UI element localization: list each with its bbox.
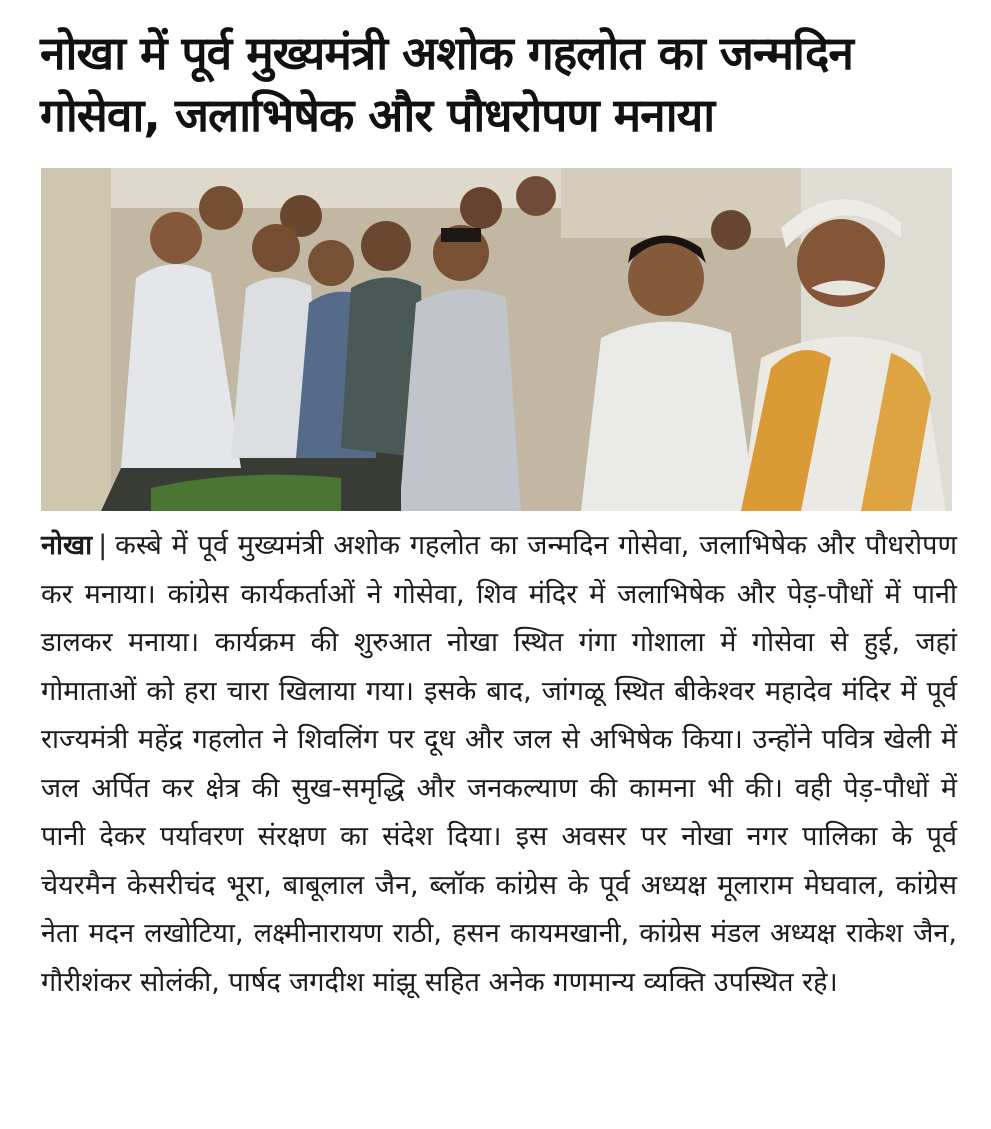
article-body	[41, 522, 957, 1007]
news-photo	[41, 168, 952, 511]
headline-line-1: नोखा में पूर्व मुख्यमंत्री अशोक गहलोत का जन्मदिन	[40, 26, 853, 80]
dateline-separator: |	[98, 530, 108, 561]
article-dateline: नोखा	[41, 530, 93, 561]
headline-line-2: गोसेवा, जलाभिषेक और पौधरोपण मनाया	[40, 88, 715, 142]
news-photo-illustration	[41, 168, 952, 511]
headline	[40, 22, 960, 146]
article-text: कस्बे में पूर्व मुख्यमंत्री अशोक गहलोत का जन्मदिन गोसेवा, जलाभिषेक और पौधरोपण कर मनाया। कांग्रेस कार्यकर्ताओं ने गोसेवा, शिव मंदिर में जलाभिषेक और पेड़-पौधों में पानी डालकर मनाया। कार्यक्रम की शुरुआत नोखा स्थित गंगा गोशाला में गोसेवा से हुई, जहां गोमाताओं को हरा चारा खिलाया गया। इसके बाद, जांगळू स्थित बीकेश्वर महादेव मंदिर में पूर्व राज्यमंत्री महेंद्र गहलोत ने शिवलिंग पर दूध और जल से अभिषेक किया। उन्होंने पवित्र खेली में जल अर्पित कर क्षेत्र की सुख-समृद्धि और जनकल्याण की कामना भी की। वही पेड़-पौधों में पानी देकर पर्यावरण संरक्षण का संदेश दिया। इस अवसर पर नोखा नगर पालिका के पूर्व चेयरमैन केसरीचंद भूरा, बाबूलाल जैन, ब्लॉक कांग्रेस के पूर्व अध्यक्ष मूलाराम मेघवाल, कांग्रेस नेता मदन लखोटिया, लक्ष्मीनारायण राठी, हसन कायमखानी, कांग्रेस मंडल अध्यक्ष राकेश जैन, गौरीशंकर सोलंकी, पार्षद जगदीश मांझू सहित अनेक गणमान्य व्यक्ति उपस्थित रहे।	[41, 530, 957, 998]
